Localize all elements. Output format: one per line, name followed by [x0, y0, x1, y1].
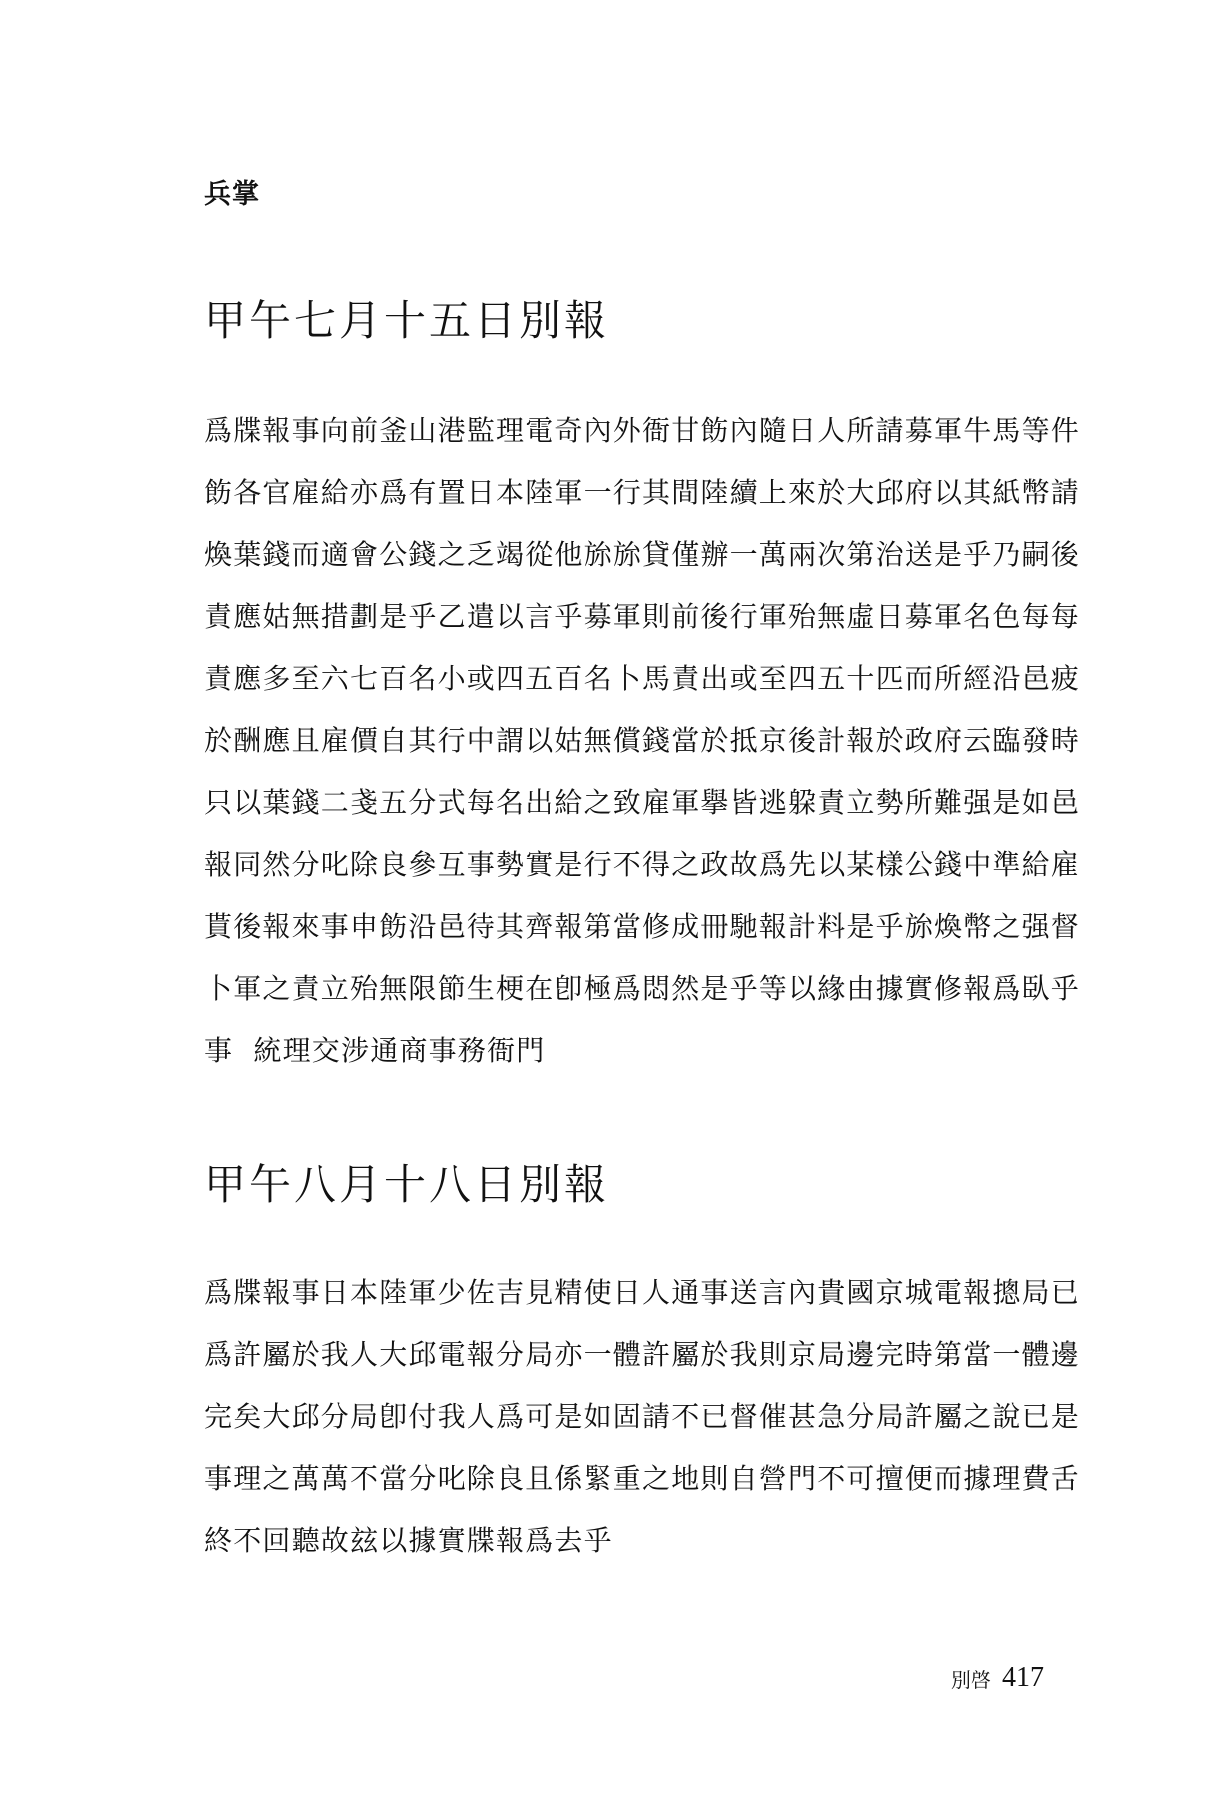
- entry-body: [204, 1262, 1081, 1572]
- entry-title: 甲午八月十八日別報: [204, 1160, 610, 1209]
- body-line: 爲牒報事日本陸軍少佐吉見精使日人通事送言內貴國京城電報摠局已: [204, 1276, 1081, 1309]
- body-line: 完矣大邱分局卽付我人爲可是如固請不已督催甚急分局許屬之說已是: [204, 1400, 1081, 1433]
- running-footer-label: 別啓: [950, 1667, 991, 1692]
- body-line: 飭各官雇給亦爲有置日本陸軍一行其間陸續上來於大邱府以其紙幣請: [204, 476, 1081, 509]
- body-line: 貰後報來事申飭沿邑待其齊報第當修成冊馳報計料是乎旀煥幣之强督: [204, 910, 1081, 943]
- body-line: 卜軍之責立殆無限節生梗在卽極爲悶然是乎等以緣由據實修報爲臥乎: [204, 972, 1081, 1005]
- page-number: 417: [1002, 1662, 1044, 1693]
- section-label: 兵掌: [204, 179, 260, 210]
- body-line: 爲牒報事向前釜山港監理電奇內外衙甘飭內隨日人所請募軍牛馬等件: [204, 414, 1081, 447]
- body-line: 報同然分叱除良參互事勢實是行不得之政故爲先以某樣公錢中準給雇: [204, 848, 1081, 881]
- body-line: 爲許屬於我人大邱電報分局亦一體許屬於我則京局邊完時第當一體邊: [204, 1338, 1081, 1371]
- body-line: 事理之萬萬不當分叱除良且係緊重之地則自營門不可擅便而據理費舌: [204, 1462, 1081, 1495]
- body-line: 終不回聽故玆以據實牒報爲去乎: [204, 1524, 613, 1557]
- body-line: 於酬應且雇價自其行中謂以姑無償錢當於抵京後計報於政府云臨發時: [204, 724, 1081, 757]
- body-line: 事 統理交涉通商事務衙門: [204, 1034, 546, 1067]
- entry-title: 甲午七月十五日別報: [204, 296, 610, 345]
- body-line: 煥葉錢而適會公錢之乏竭從他旀旀貸僅辦一萬兩次第治送是乎乃嗣後: [204, 538, 1081, 571]
- page-footer: [951, 1662, 1044, 1694]
- entry-body: [204, 400, 1081, 1082]
- body-line: 責應多至六七百名小或四五百名卜馬責出或至四五十匹而所經沿邑疲: [204, 662, 1081, 695]
- body-line: 只以葉錢二戔五分式每名出給之致雇軍擧皆逃躱責立勢所難强是如邑: [204, 786, 1081, 819]
- body-line: 責應姑無措劃是乎乙遣以言乎募軍則前後行軍殆無虛日募軍名色每每: [204, 600, 1081, 633]
